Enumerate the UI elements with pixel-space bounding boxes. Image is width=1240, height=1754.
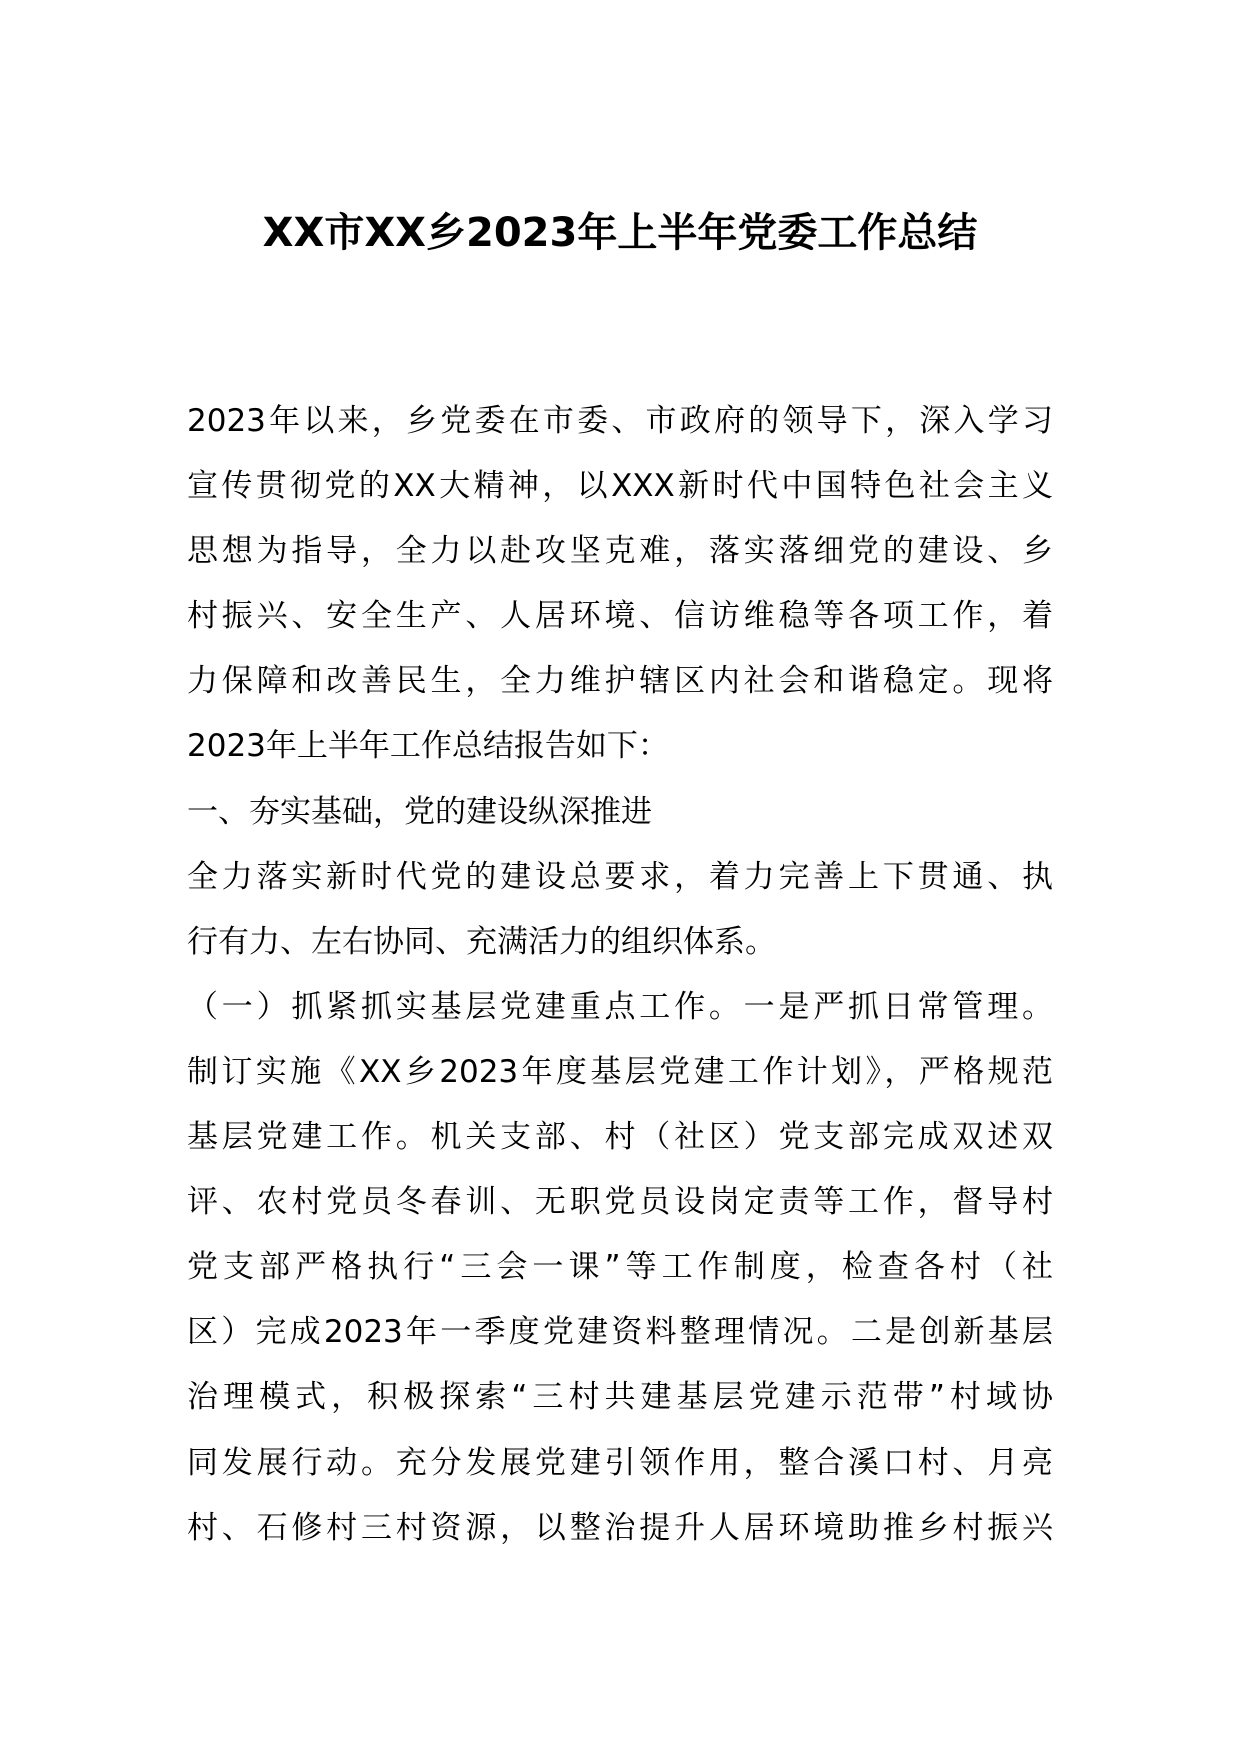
body-line: 制订实施《XX乡2023年度基层党建工作计划》，严格规范 [187, 1053, 1053, 1090]
document-title: XX市XX乡2023年上半年党委工作总结 [262, 210, 978, 256]
body-line: 同发展行动。充分发展党建引领作用，整合溪口村、月亮 [187, 1444, 1053, 1481]
section-heading: 一、夯实基础，党的建设纵深推进 [187, 793, 652, 830]
body-line: 村、石修村三村资源，以整治提升人居环境助推乡村振兴 [187, 1509, 1053, 1546]
document-body [187, 389, 1053, 1561]
body-line: 村振兴、安全生产、人居环境、信访维稳等各项工作，着 [187, 598, 1053, 635]
body-line: 区）完成2023年一季度党建资料整理情况。二是创新基层 [187, 1314, 1053, 1351]
subsection-line: （一）抓紧抓实基层党建重点工作。一是严抓日常管理。 [187, 988, 1053, 1025]
body-line: 党支部严格执行“三会一课”等工作制度，检查各村（社 [187, 1249, 1053, 1286]
body-line: 全力落实新时代党的建设总要求，着力完善上下贯通、执 [187, 858, 1053, 895]
body-line: 思想为指导，全力以赴攻坚克难，落实落细党的建设、乡 [187, 533, 1053, 570]
body-line: 基层党建工作。机关支部、村（社区）党支部完成双述双 [187, 1119, 1053, 1156]
body-line: 评、农村党员冬春训、无职党员设岗定责等工作，督导村 [187, 1184, 1053, 1221]
body-line: 2023年以来，乡党委在市委、市政府的领导下，深入学习 [187, 403, 1053, 439]
body-line: 行有力、左右协同、充满活力的组织体系。 [187, 923, 776, 960]
body-line: 治理模式，积极探索“三村共建基层党建示范带”村域协 [187, 1379, 1053, 1416]
body-line: 宣传贯彻党的XX大精神，以XXX新时代中国特色社会主义 [187, 468, 1053, 505]
body-line: 力保障和改善民生，全力维护辖区内社会和谐稳定。现将 [187, 663, 1053, 700]
body-line: 2023年上半年工作总结报告如下： [187, 728, 669, 765]
